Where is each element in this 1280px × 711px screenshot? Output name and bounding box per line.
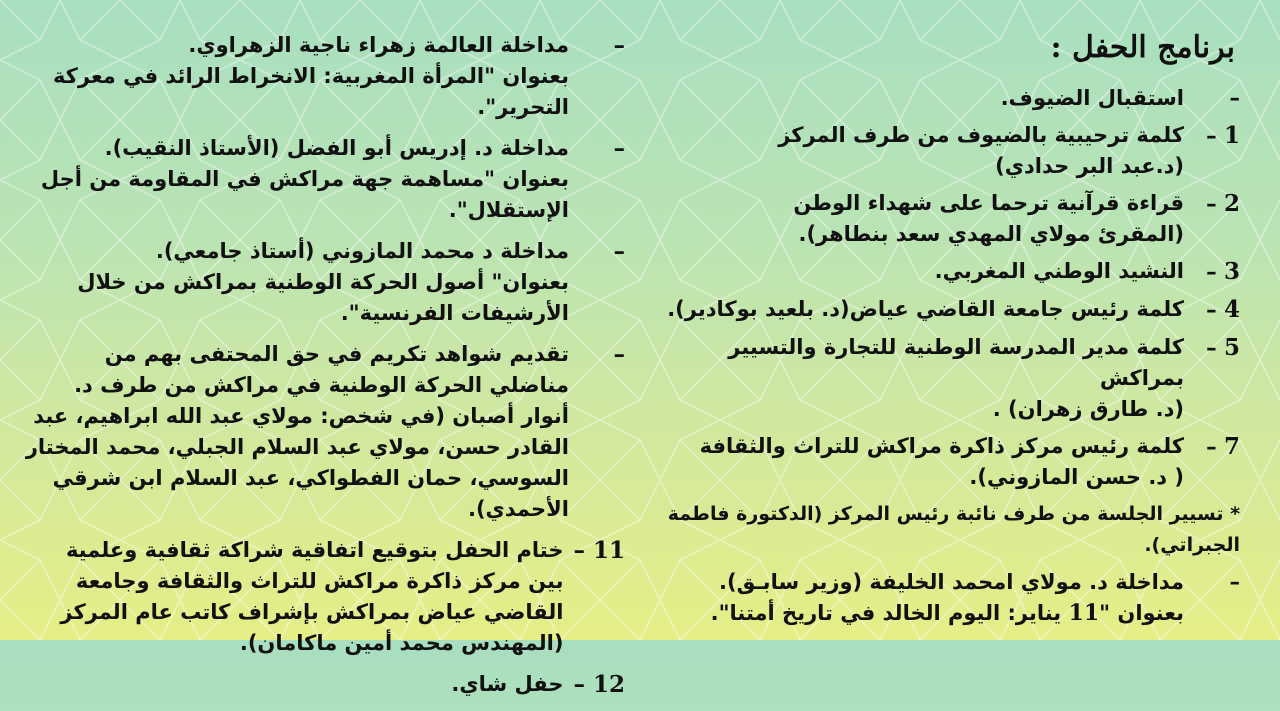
program-item [665,188,1240,250]
item-marker [569,339,625,525]
program-item [665,332,1240,425]
intervention-item [25,133,625,226]
item-text: قراءة قرآنية ترحما على شهداء الوطن [793,191,1184,215]
sub-rest: يناير: اليوم الخالد في تاريخ أمتنا". [710,601,1069,625]
item-number: 4 [1223,296,1240,323]
item-text: مداخلة العالمة زهراء ناجية الزهراوي. [188,33,569,57]
item-number: – [613,32,625,59]
intervention-item [25,535,625,659]
item-text: مداخلة د. إدريس أبو الفضل (الأستاذ النقيب). [104,136,569,160]
item-subtext: بعنوان "مساهمة جهة مراكش في المقاومة من أجل الإستقلال". [40,167,569,222]
program-item [665,256,1240,288]
item-marker [569,236,625,329]
item-subtext: بعنوان "المرأة المغربية: الانخراط الرائد في معركة التحرير". [52,64,569,119]
intervention-item [25,236,625,329]
item-text: تقديم شواهد تكريم في حق المحتفى بهم من مناضلي الحركة الوطنية في مراكش من طرف د. أنوار أصبان (في شخص: مولاي عبد الله ابراهيم، عبد القادر حسن، مولاي عبد السلام الجبلي، محمد المختار السوسي، حمان الفطواكي، عبد السلام ابن شرقي الأحمدي). [25,342,569,521]
item-text: مداخلة د. مولاي امحمد الخليفة (وزير سابـق). [719,570,1184,594]
moderation-note: * تسيير الجلسة من طرف نائبة رئيس المركز (الدكتورة فاطمة الجبراتي). [667,503,1240,556]
item-subtext: ( د. حسن المازوني). [969,465,1184,489]
program-item [665,120,1240,182]
item-number: 2 [1223,190,1240,217]
item-number: – [613,238,625,265]
interventions-list [25,30,625,701]
item-number: 12 – [573,671,625,698]
program-list [665,83,1240,493]
item-number: 1 [1223,122,1240,149]
item-number: – [613,341,625,368]
program-column [665,30,1240,635]
item-marker: – [1229,86,1240,110]
intervention-item [25,30,625,123]
item-marker: 7 – [1206,433,1240,460]
item-dash: – [1229,570,1240,594]
item-text: كلمة رئيس جامعة القاضي عياض(د. بلعيد بوكادير). [667,297,1184,321]
program-item [665,431,1240,493]
item-subtext: بعنوان" أصول الحركة الوطنية بمراكش من خلال الأرشيفات الفرنسية". [77,270,569,325]
item-marker [563,535,625,659]
item-text: النشيد الوطني المغربي. [934,259,1184,283]
item-number: – [613,135,625,162]
program-item [665,83,1240,114]
item-marker: 1 – [1206,122,1240,149]
item-subtext: (د. طارق زهران) . [992,397,1184,421]
item-marker [569,133,625,226]
program-title: برنامج الحفل : [1050,30,1235,65]
item-subtext: (د.عبد البر حدادي) [995,154,1184,178]
item-marker: 4 – [1206,296,1240,323]
item-text: كلمة ترحيبية بالضيوف من طرف المركز [778,123,1184,147]
intervention-item [25,669,625,701]
item-marker: 3 – [1206,258,1240,285]
item-text: مداخلة د محمد المازوني (أستاذ جامعي). [155,239,569,263]
item-marker: 5 – [1206,334,1240,361]
item-text: كلمة رئيس مركز ذاكرة مراكش للتراث والثقافة [699,434,1184,458]
item-number: 5 [1223,334,1240,361]
item-number: 3 [1223,258,1240,285]
item-text: استقبال الضيوف. [1000,86,1184,110]
item-marker [569,30,625,123]
item-marker: 2 – [1206,190,1240,217]
interventions-column [25,30,625,711]
item-text: حفل شاي. [451,672,564,696]
item-subtext: (المقرئ مولاي المهدي سعد بنطاهر). [798,222,1184,246]
program-item [665,294,1240,326]
sub-prefix: بعنوان " [1099,601,1184,625]
item-number: 7 [1223,433,1240,460]
sub-number: 11 [1068,600,1100,626]
intervention-item [25,339,625,525]
item-number: 11 – [573,537,625,564]
item-marker [563,669,625,701]
program-item-last [665,567,1240,629]
item-text: ختام الحفل بتوقيع اتفاقية شراكة ثقافية وعلمية بين مركز ذاكرة مراكش للتراث والثقافة وجامعة القاضي عياض بمراكش بإشراف كاتب عام المركز (المهندس محمد أمين ماكامان). [60,538,564,655]
item-text: كلمة مدير المدرسة الوطنية للتجارة والتسيير بمراكش [728,335,1184,390]
